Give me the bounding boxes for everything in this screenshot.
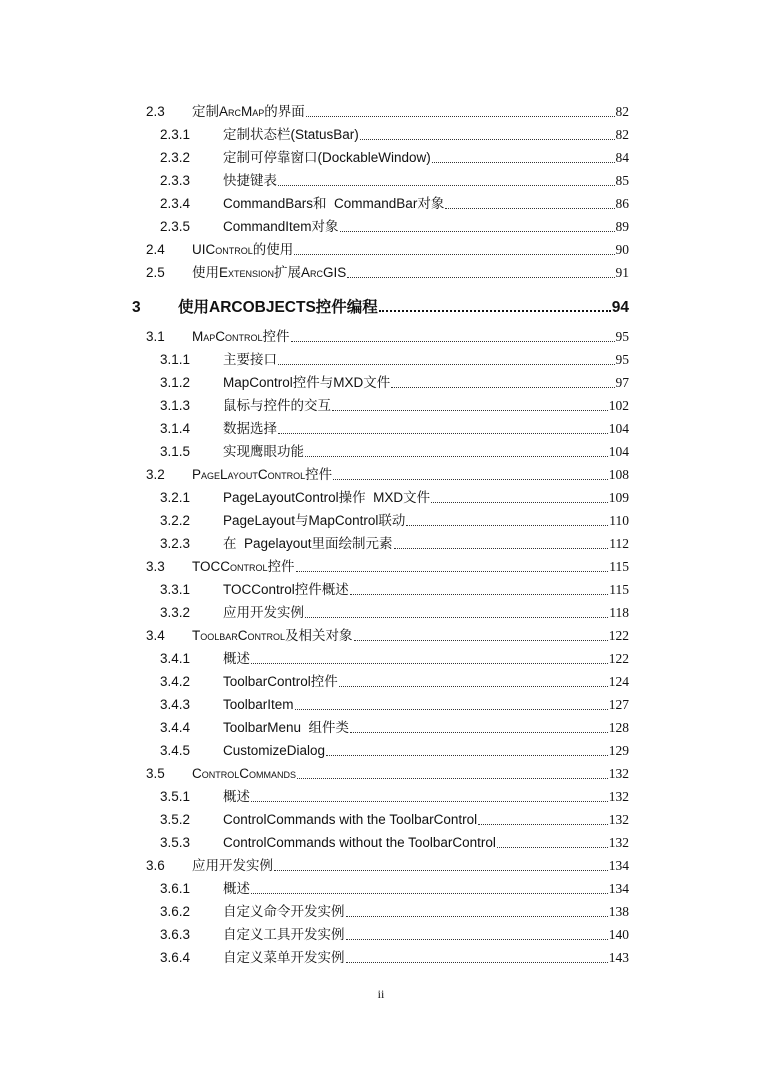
toc-number: 2.4 bbox=[146, 242, 165, 257]
toc-number: 3.6.2 bbox=[160, 904, 191, 919]
toc-page: 132 bbox=[608, 835, 629, 850]
dot-leader bbox=[306, 104, 615, 117]
toc-title: 定制ArcMap的界面 bbox=[192, 104, 305, 119]
toc-title: TOCControl控件 bbox=[192, 559, 295, 574]
toc-number: 3.6.1 bbox=[160, 881, 191, 896]
toc-title: 应用开发实例 bbox=[192, 858, 273, 873]
toc-title: 快捷键表 bbox=[223, 173, 277, 188]
toc-number: 3.2 bbox=[146, 467, 165, 482]
toc-page: 91 bbox=[615, 265, 629, 280]
dot-leader bbox=[406, 513, 608, 526]
dot-leader bbox=[295, 697, 608, 710]
toc-page: 132 bbox=[608, 812, 629, 827]
toc-page: 86 bbox=[615, 196, 629, 211]
toc-page: 128 bbox=[608, 720, 629, 735]
toc-title: 自定义工具开发实例 bbox=[223, 927, 345, 942]
dot-leader bbox=[297, 766, 608, 779]
toc-title: ControlCommands with the ToolbarControl bbox=[223, 812, 478, 827]
toc-number: 3.1.1 bbox=[160, 352, 191, 367]
dot-leader bbox=[478, 812, 608, 825]
toc-entry[interactable] bbox=[160, 144, 629, 166]
dot-leader bbox=[346, 904, 608, 917]
toc-entry[interactable] bbox=[146, 98, 629, 120]
dot-leader bbox=[350, 582, 608, 595]
dot-leader bbox=[291, 329, 615, 342]
toc-page: 132 bbox=[608, 766, 629, 781]
dot-leader bbox=[394, 536, 609, 549]
toc-title: ToolbarMenu 组件类 bbox=[223, 720, 350, 735]
toc-page: 104 bbox=[608, 444, 629, 459]
dot-leader bbox=[445, 196, 614, 209]
toc-page: 95 bbox=[615, 352, 629, 367]
dot-leader bbox=[339, 674, 608, 687]
dot-leader bbox=[391, 375, 614, 388]
toc-title: 概述 bbox=[223, 789, 250, 804]
toc-entry[interactable] bbox=[160, 507, 629, 529]
toc-number: 3.5.3 bbox=[160, 835, 191, 850]
toc-page: 140 bbox=[608, 927, 629, 942]
toc-page: 122 bbox=[608, 651, 629, 666]
toc-number: 3.6.4 bbox=[160, 950, 191, 965]
dot-leader bbox=[294, 242, 614, 255]
toc-number: 2.3.3 bbox=[160, 173, 191, 188]
toc-entry[interactable] bbox=[160, 121, 629, 143]
toc-entry[interactable] bbox=[160, 944, 629, 966]
toc-number: 3.2.1 bbox=[160, 490, 191, 505]
toc-title: PageLayout与MapControl联动 bbox=[223, 513, 406, 528]
toc-page: 85 bbox=[615, 173, 629, 188]
toc-page: 84 bbox=[615, 150, 629, 165]
dot-leader bbox=[431, 490, 608, 503]
toc-page: 102 bbox=[608, 398, 629, 413]
toc-page: 82 bbox=[615, 104, 629, 119]
toc-number: 3.1.5 bbox=[160, 444, 191, 459]
toc-title: CommandBars和 CommandBar对象 bbox=[223, 196, 445, 211]
toc-page: 115 bbox=[609, 582, 629, 597]
toc-entry[interactable] bbox=[146, 553, 629, 575]
toc-number: 3.5.1 bbox=[160, 789, 191, 804]
toc-page: 109 bbox=[608, 490, 629, 505]
toc-number: 3.3.2 bbox=[160, 605, 191, 620]
toc-entry[interactable] bbox=[160, 530, 629, 552]
dot-leader bbox=[278, 421, 608, 434]
toc-title: MapControl控件 bbox=[192, 329, 290, 344]
toc-title: PageLayoutControl操作 MXD文件 bbox=[223, 490, 431, 505]
toc-title: PageLayoutControl控件 bbox=[192, 467, 333, 482]
dot-leader bbox=[305, 605, 608, 618]
toc-page: 138 bbox=[608, 904, 629, 919]
toc-title: 鼠标与控件的交互 bbox=[223, 398, 331, 413]
toc-page: 95 bbox=[615, 329, 629, 344]
toc-entry[interactable] bbox=[160, 167, 629, 189]
toc-title: 概述 bbox=[223, 651, 250, 666]
dot-leader bbox=[305, 444, 608, 457]
page-number-footer: ii bbox=[377, 987, 385, 1001]
toc-number: 2.3.5 bbox=[160, 219, 191, 234]
toc-entry[interactable] bbox=[160, 783, 629, 805]
dot-leader bbox=[333, 467, 608, 480]
toc-title: CommandItem对象 bbox=[223, 219, 339, 234]
toc-page: 94 bbox=[611, 299, 629, 316]
toc-number: 3 bbox=[132, 299, 141, 316]
toc-entry[interactable] bbox=[160, 415, 629, 437]
dot-leader bbox=[326, 743, 608, 756]
toc-number: 3.5.2 bbox=[160, 812, 191, 827]
dot-leader bbox=[379, 298, 611, 312]
toc-page: 132 bbox=[608, 789, 629, 804]
dot-leader bbox=[350, 720, 608, 733]
toc-page: 82 bbox=[615, 127, 629, 142]
toc-entry[interactable] bbox=[146, 622, 629, 644]
toc-entry[interactable] bbox=[146, 259, 629, 281]
toc-title: ToolbarControl控件 bbox=[223, 674, 338, 689]
toc-title: 在 Pagelayout里面绘制元素 bbox=[223, 536, 393, 551]
toc-page: 110 bbox=[609, 513, 629, 528]
toc-page: 115 bbox=[609, 559, 629, 574]
toc-entry[interactable] bbox=[160, 875, 629, 897]
toc-entry[interactable] bbox=[160, 829, 629, 851]
toc-title: 使用ARCOBJECTS控件编程 bbox=[178, 299, 378, 316]
toc-page: 118 bbox=[609, 605, 629, 620]
toc-entry[interactable] bbox=[160, 806, 629, 828]
toc-entry[interactable] bbox=[160, 921, 629, 943]
toc-entry[interactable] bbox=[160, 576, 629, 598]
toc-number: 3.1.3 bbox=[160, 398, 191, 413]
toc-number: 2.5 bbox=[146, 265, 165, 280]
toc-entry[interactable] bbox=[160, 392, 629, 414]
toc-number: 3.4.2 bbox=[160, 674, 191, 689]
toc-title: ControlCommands without the ToolbarControl bbox=[223, 835, 496, 850]
toc-entry[interactable] bbox=[146, 760, 629, 782]
toc-title: 自定义命令开发实例 bbox=[223, 904, 345, 919]
toc-title: 概述 bbox=[223, 881, 250, 896]
toc-number: 2.3.2 bbox=[160, 150, 191, 165]
toc-entry[interactable] bbox=[160, 438, 629, 460]
dot-leader bbox=[354, 628, 608, 641]
dot-leader bbox=[274, 858, 608, 871]
toc-page: 143 bbox=[608, 950, 629, 965]
toc-entry[interactable] bbox=[146, 461, 629, 483]
toc-entry[interactable] bbox=[160, 346, 629, 368]
toc-entry[interactable] bbox=[160, 484, 629, 506]
dot-leader bbox=[251, 651, 608, 664]
toc-entry[interactable] bbox=[160, 369, 629, 391]
toc-title: UIControl的使用 bbox=[192, 242, 294, 257]
dot-leader bbox=[432, 150, 615, 163]
toc-title: 定制可停靠窗口(DockableWindow) bbox=[223, 150, 431, 165]
dot-leader bbox=[296, 559, 609, 572]
toc-page: 122 bbox=[608, 628, 629, 643]
dot-leader bbox=[346, 950, 608, 963]
toc-number: 3.4 bbox=[146, 628, 165, 643]
toc-number: 3.6.3 bbox=[160, 927, 191, 942]
toc-entry[interactable] bbox=[146, 236, 629, 258]
toc-page: 104 bbox=[608, 421, 629, 436]
toc-page: 134 bbox=[608, 881, 629, 896]
toc-page: 112 bbox=[609, 536, 629, 551]
toc-title: MapControl控件与MXD文件 bbox=[223, 375, 391, 390]
toc-page: 124 bbox=[608, 674, 629, 689]
toc-number: 2.3 bbox=[146, 104, 165, 119]
toc-entry[interactable] bbox=[160, 737, 629, 759]
toc-entry[interactable] bbox=[160, 213, 629, 235]
toc-title: 应用开发实例 bbox=[223, 605, 304, 620]
toc-number: 3.3.1 bbox=[160, 582, 191, 597]
toc-number: 3.4.3 bbox=[160, 697, 191, 712]
toc-number: 2.3.1 bbox=[160, 127, 191, 142]
toc-number: 3.6 bbox=[146, 858, 165, 873]
dot-leader bbox=[497, 835, 608, 848]
toc-title: ToolbarItem bbox=[223, 697, 294, 712]
toc-page: 89 bbox=[615, 219, 629, 234]
dot-leader bbox=[346, 927, 608, 940]
toc-number: 3.5 bbox=[146, 766, 165, 781]
dot-leader bbox=[332, 398, 608, 411]
toc-title: CustomizeDialog bbox=[223, 743, 326, 758]
toc-entry[interactable] bbox=[160, 645, 629, 667]
dot-leader bbox=[347, 265, 614, 278]
dot-leader bbox=[278, 352, 615, 365]
dot-leader bbox=[340, 219, 615, 232]
toc-number: 3.1.4 bbox=[160, 421, 191, 436]
toc-page: 108 bbox=[608, 467, 629, 482]
toc-entry[interactable] bbox=[160, 714, 629, 736]
toc-number: 3.4.4 bbox=[160, 720, 191, 735]
toc-title: 定制状态栏(StatusBar) bbox=[223, 127, 359, 142]
toc-entry[interactable] bbox=[146, 323, 629, 345]
toc-number: 3.1.2 bbox=[160, 375, 191, 390]
toc-number: 2.3.4 bbox=[160, 196, 191, 211]
toc-title: 数据选择 bbox=[223, 421, 277, 436]
toc-title: 自定义菜单开发实例 bbox=[223, 950, 345, 965]
toc-page: 90 bbox=[615, 242, 629, 257]
toc-title: 主要接口 bbox=[223, 352, 277, 367]
toc-entry[interactable] bbox=[146, 852, 629, 874]
toc-title: ToolbarControl及相关对象 bbox=[192, 628, 353, 643]
toc-title: 实现鹰眼功能 bbox=[223, 444, 304, 459]
dot-leader bbox=[360, 127, 615, 140]
toc-entry[interactable] bbox=[160, 190, 629, 212]
toc-title: ControlCommands bbox=[192, 766, 297, 781]
toc-number: 3.4.5 bbox=[160, 743, 191, 758]
toc-number: 3.3 bbox=[146, 559, 165, 574]
dot-leader bbox=[251, 881, 608, 894]
toc-entry[interactable] bbox=[160, 898, 629, 920]
toc-title: 使用Extension扩展ArcGIS bbox=[192, 265, 347, 280]
toc-entry[interactable] bbox=[160, 668, 629, 690]
dot-leader bbox=[278, 173, 615, 186]
toc-page: 97 bbox=[615, 375, 629, 390]
toc-page: 129 bbox=[608, 743, 629, 758]
toc-page: 134 bbox=[608, 858, 629, 873]
toc-title: TOCControl控件概述 bbox=[223, 582, 349, 597]
toc-number: 3.2.2 bbox=[160, 513, 191, 528]
toc-entry[interactable] bbox=[160, 599, 629, 621]
toc-number: 3.2.3 bbox=[160, 536, 191, 551]
toc-chapter-entry[interactable] bbox=[132, 290, 629, 316]
toc-number: 3.4.1 bbox=[160, 651, 191, 666]
dot-leader bbox=[251, 789, 608, 802]
toc-page: 127 bbox=[608, 697, 629, 712]
toc-number: 3.1 bbox=[146, 329, 165, 344]
toc-entry[interactable] bbox=[160, 691, 629, 713]
